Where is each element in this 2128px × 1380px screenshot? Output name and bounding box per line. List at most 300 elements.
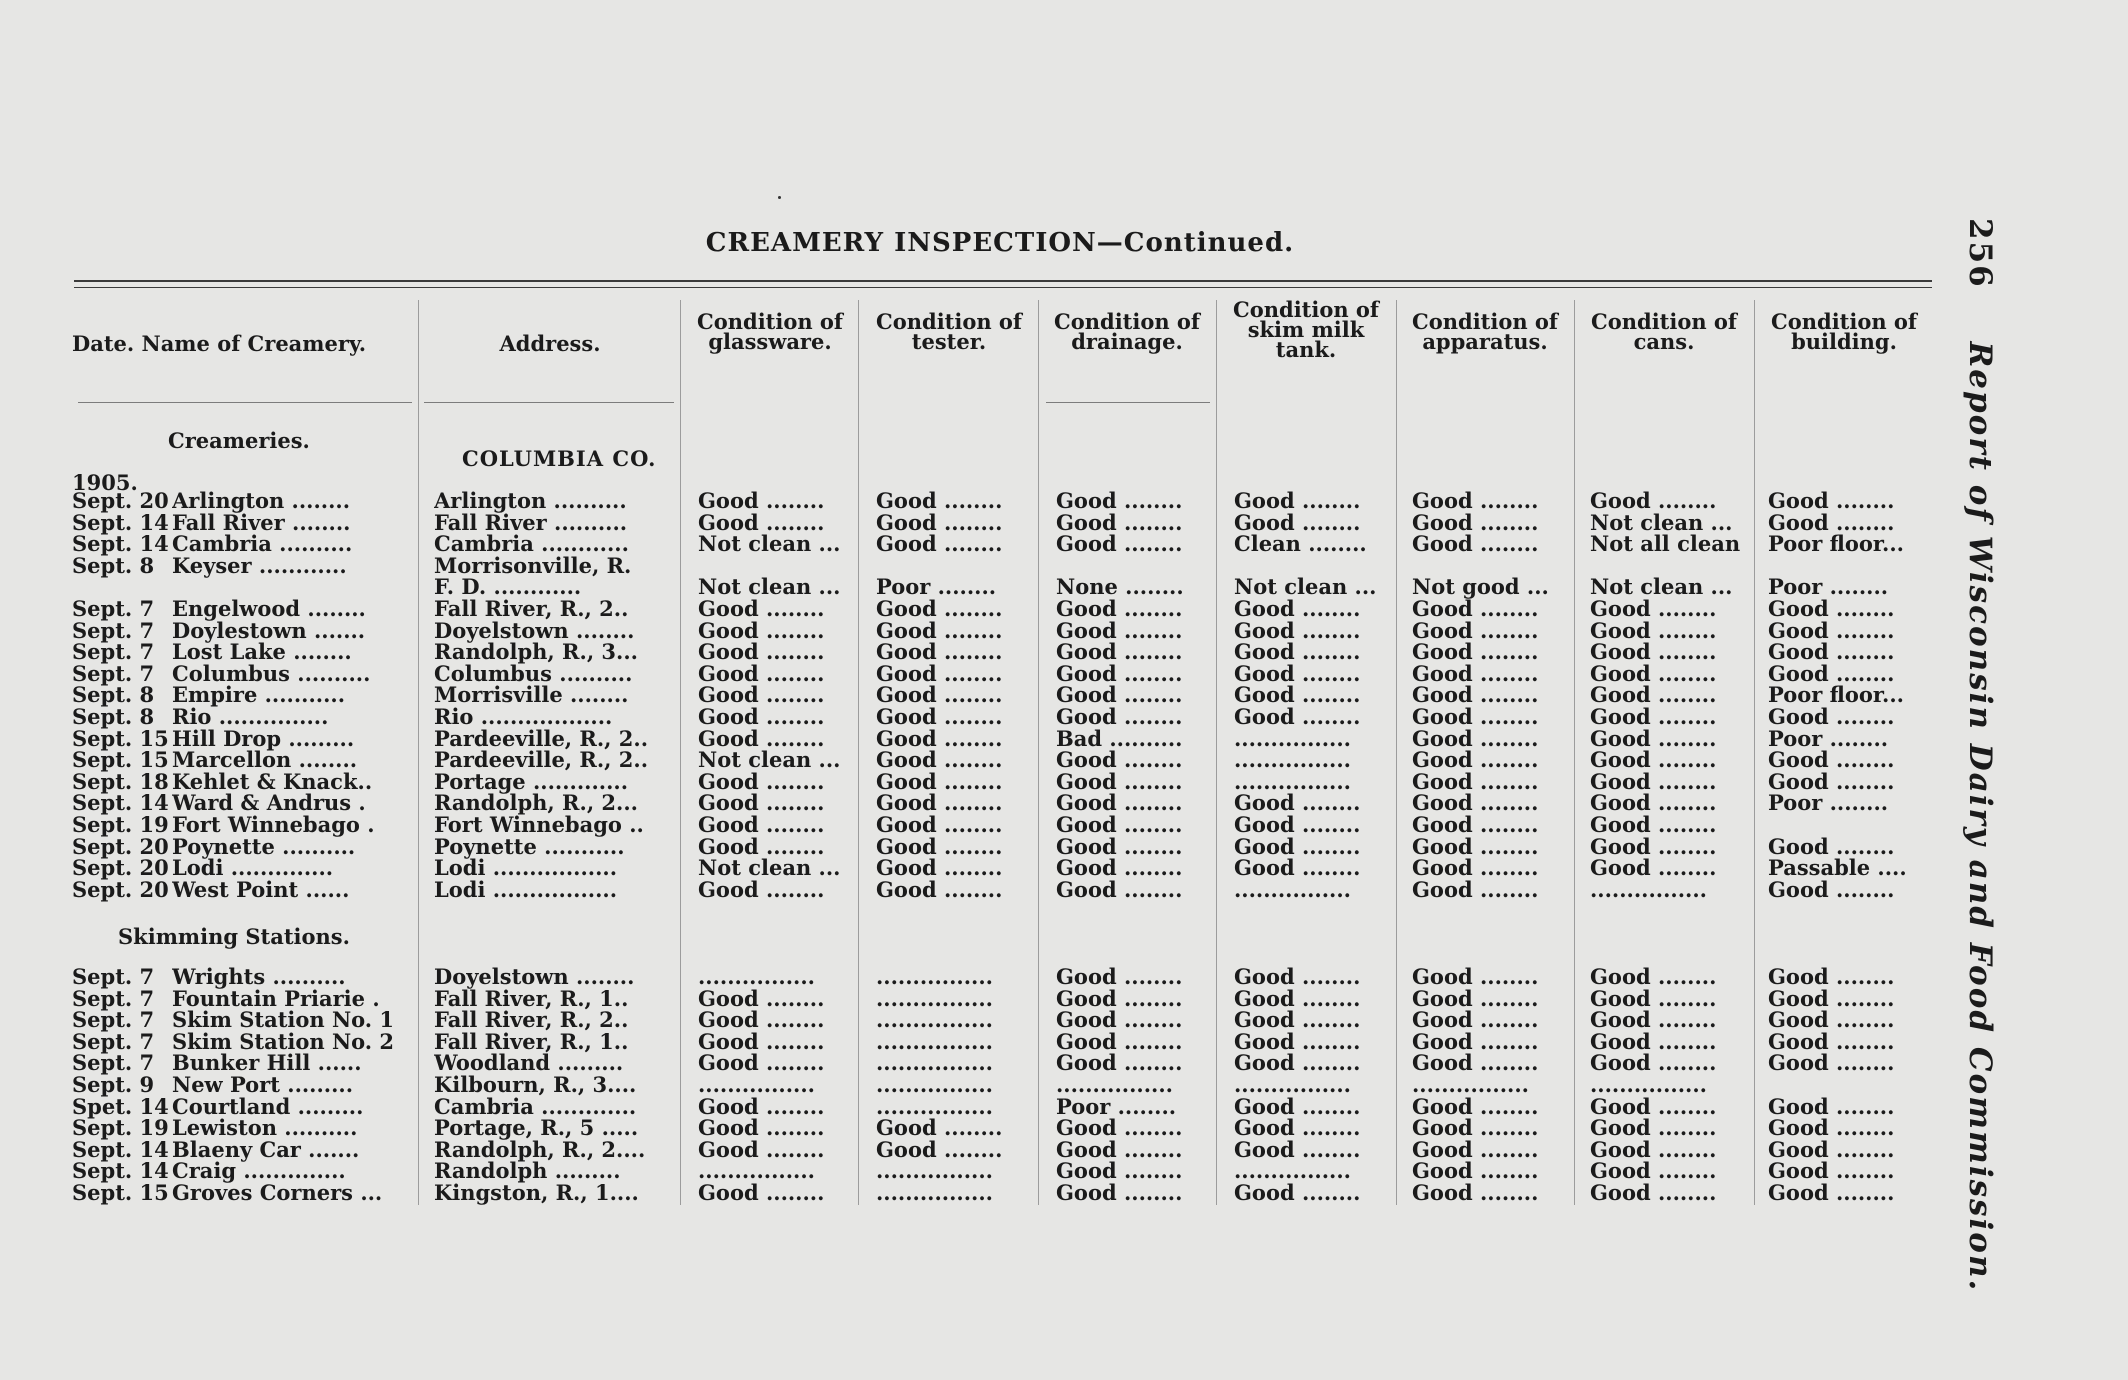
row-glassware: Good ........ [698,1115,825,1141]
row-creamery-name: New Port ......... [172,1072,354,1097]
row-address: Randolph, R., 2... [434,790,638,816]
table-row [0,1050,1940,1076]
page-title: CREAMERY INSPECTION—Continued. [705,228,1295,258]
header-line: tester. [911,329,987,354]
row-skim-milk-tank: ................ [1234,1072,1351,1097]
row-tester: ................ [876,1050,993,1076]
header-line: cans. [1633,329,1695,354]
row-date: Sept. 20 [72,488,169,513]
row-apparatus: Good ........ [1412,682,1539,708]
row-cans: Good ........ [1590,660,1717,686]
table-row [0,574,1940,600]
row-apparatus: Good ........ [1412,1050,1539,1076]
row-drainage: Good ........ [1056,1007,1183,1033]
table-row [0,1136,1940,1162]
row-creamery-name: Lost Lake ........ [172,639,352,665]
row-glassware: Good ........ [698,812,825,837]
row-address: Fall River, R., 1.. [434,1028,629,1054]
row-building: Good ........ [1768,509,1895,535]
row-creamery-name: Bunker Hill ...... [172,1050,362,1076]
row-drainage: Good ........ [1056,617,1183,643]
row-drainage: Good ........ [1056,509,1183,535]
row-date: Sept. 19 [72,812,169,837]
table-row [0,639,1940,665]
row-apparatus: Good ........ [1412,596,1539,621]
row-tester: ................ [876,1072,993,1097]
row-glassware: Not clean ... [698,531,841,557]
table-row [0,1093,1940,1119]
row-date: Sept. 14 [72,509,169,535]
row-address: Morrisville ........ [434,682,629,708]
row-tester: Good ........ [876,509,1003,535]
header-line: tank. [1275,337,1337,362]
row-date: Sept. 14 [72,1136,169,1162]
row-drainage: Good ........ [1056,812,1183,837]
row-skim-milk-tank: Good ........ [1234,833,1361,859]
table-row [0,855,1940,881]
row-creamery-name: Wrights .......... [172,964,346,989]
table-row [0,531,1940,557]
row-skim-milk-tank: Good ........ [1234,812,1361,837]
row-apparatus: Good ........ [1412,855,1539,881]
row-skim-milk-tank: Not clean ... [1234,574,1377,600]
row-glassware: Good ........ [698,833,825,859]
row-building: Good ........ [1768,617,1895,643]
row-building: Poor ........ [1768,574,1889,600]
table-row [0,790,1940,816]
table-row [0,1007,1940,1033]
header-rule-top [74,280,1932,282]
header-line: Condition of [697,309,843,334]
row-address: Randolph ......... [434,1158,621,1184]
row-date: Sept. 8 [72,704,155,729]
row-skim-milk-tank: Good ........ [1234,1093,1361,1119]
row-drainage: Good ........ [1056,1028,1183,1054]
row-apparatus: Good ........ [1412,964,1539,989]
year-label: 1905. [72,470,138,495]
row-drainage: Good ........ [1056,1136,1183,1162]
row-skim-milk-tank: Good ........ [1234,509,1361,535]
row-apparatus: Good ........ [1412,1180,1539,1205]
row-date: Sept. 20 [72,855,169,881]
running-title: Report of Wisconsin Dairy and Food Commission. [1962,341,1998,1293]
row-glassware: Good ........ [698,617,825,643]
table-row [0,1158,1940,1184]
row-apparatus: Good ........ [1412,1158,1539,1184]
row-creamery-name: Ward & Andrus . [172,790,366,816]
row-creamery-name: Arlington ........ [172,488,351,513]
row-apparatus: Good ........ [1412,747,1539,773]
row-drainage: Good ........ [1056,855,1183,881]
row-skim-milk-tank: Good ........ [1234,596,1361,621]
side-running-header [1962,218,1998,1292]
row-tester: Poor ........ [876,574,997,600]
row-building: Good ........ [1768,1028,1895,1054]
row-creamery-name: Courtland ......... [172,1093,364,1119]
row-building: Good ........ [1768,985,1895,1011]
row-tester: ................ [876,964,993,989]
header-glassware [684,309,856,354]
header-line: Condition of [1771,309,1917,334]
row-glassware: Good ........ [698,682,825,708]
row-cans: Good ........ [1590,747,1717,773]
row-tester: Good ........ [876,639,1003,665]
row-address: Randolph, R., 3... [434,639,638,665]
row-drainage: Good ........ [1056,682,1183,708]
row-date: Sept. 14 [72,790,169,816]
row-building: Good ........ [1768,488,1895,513]
table-row [0,552,1940,578]
header-drainage [1040,309,1214,354]
row-tester: Good ........ [876,812,1003,837]
page-number: 256 [1962,218,1998,289]
row-drainage: Good ........ [1056,639,1183,665]
row-building: Good ........ [1768,1050,1895,1076]
row-glassware: Not clean ... [698,855,841,881]
row-creamery-name: Skim Station No. 1 [172,1007,395,1033]
header-skim-milk-tank [1218,297,1394,362]
row-address: Cambria ............ [434,531,629,557]
row-date: Sept. 15 [72,1180,169,1205]
row-address: Fall River .......... [434,509,628,535]
row-apparatus: Good ........ [1412,1007,1539,1033]
ink-dot [778,196,781,199]
row-address: Fall River, R., 1.. [434,985,629,1011]
row-skim-milk-tank: Good ........ [1234,1115,1361,1141]
table-row [0,617,1940,643]
row-address: Randolph, R., 2.... [434,1136,646,1162]
row-building: Poor floor... [1768,682,1904,708]
row-drainage: ................ [1056,1072,1173,1097]
row-date: Sept. 7 [72,1050,155,1076]
row-date: Sept. 7 [72,1007,155,1033]
row-creamery-name: Rio ............... [172,704,329,729]
row-building: Poor ........ [1768,790,1889,816]
row-apparatus: Good ........ [1412,876,1539,902]
row-date: Sept. 7 [72,985,155,1011]
row-creamery-name: Lodi .............. [172,855,334,881]
row-glassware: Good ........ [698,985,825,1011]
table-row [0,768,1940,794]
row-date: Sept. 7 [72,1028,155,1054]
row-apparatus: Good ........ [1412,1028,1539,1054]
row-date: Sept. 15 [72,747,169,773]
row-cans: Good ........ [1590,855,1717,881]
row-cans: Good ........ [1590,1007,1717,1033]
header-building [1756,309,1932,354]
row-apparatus: Good ........ [1412,725,1539,751]
header-cans [1576,309,1752,354]
row-creamery-name: Columbus .......... [172,660,371,686]
row-address: Portage ............. [434,768,629,794]
row-drainage: Good ........ [1056,1115,1183,1141]
row-address: Lodi ................. [434,876,618,902]
row-glassware: Good ........ [698,1136,825,1162]
row-address: Poynette ........... [434,833,625,859]
row-drainage: Good ........ [1056,488,1183,513]
row-cans: Good ........ [1590,812,1717,837]
row-glassware: Good ........ [698,1180,825,1205]
county-label: COLUMBIA CO. [462,446,657,471]
row-skim-milk-tank: Good ........ [1234,617,1361,643]
row-tester: Good ........ [876,855,1003,881]
row-glassware: Not clean ... [698,574,841,600]
row-building: Good ........ [1768,1136,1895,1162]
row-address: Columbus .......... [434,660,633,686]
row-tester: ................ [876,985,993,1011]
row-drainage: None ........ [1056,574,1184,600]
table-row [0,682,1940,708]
row-date: Sept. 8 [72,552,155,578]
row-creamery-name: Marcellon ........ [172,747,358,773]
row-building: Passable .... [1768,855,1907,881]
row-date: Sept. 15 [72,725,169,751]
row-date: Sept. 7 [72,596,155,621]
row-address: Doyelstown ........ [434,617,635,643]
row-cans: Good ........ [1590,1028,1717,1054]
row-address: Kingston, R., 1.... [434,1180,639,1205]
row-date: Sept. 7 [72,617,155,643]
row-date: Sept. 14 [72,1158,169,1184]
row-address: Fall River, R., 2.. [434,596,629,621]
row-creamery-name: Lewiston .......... [172,1115,358,1141]
row-cans: Good ........ [1590,617,1717,643]
row-cans: Good ........ [1590,682,1717,708]
row-apparatus: Good ........ [1412,768,1539,794]
table-row [0,812,1940,837]
row-cans: Good ........ [1590,1115,1717,1141]
table-row [0,704,1940,729]
row-tester: Good ........ [876,1115,1003,1141]
row-tester: ................ [876,1028,993,1054]
row-skim-milk-tank: ................ [1234,1158,1351,1184]
row-tester: ................ [876,1093,993,1119]
row-cans: Not clean ... [1590,574,1733,600]
header-rule-bottom [74,287,1932,288]
row-glassware: ................ [698,1072,815,1097]
table-row [0,725,1940,751]
row-date: Sept. 8 [72,682,155,708]
row-apparatus: Good ........ [1412,509,1539,535]
header-apparatus [1398,309,1572,354]
row-drainage: Bad .......... [1056,725,1183,751]
table-row [0,964,1940,989]
row-building: Good ........ [1768,1093,1895,1119]
row-cans: Good ........ [1590,725,1717,751]
row-creamery-name: West Point ...... [172,876,350,902]
row-tester: Good ........ [876,833,1003,859]
row-drainage: Good ........ [1056,704,1183,729]
row-tester: Good ........ [876,682,1003,708]
row-skim-milk-tank: Good ........ [1234,790,1361,816]
row-skim-milk-tank: ................ [1234,725,1351,751]
row-skim-milk-tank: Good ........ [1234,704,1361,729]
row-building: Good ........ [1768,964,1895,989]
row-drainage: Good ........ [1056,985,1183,1011]
row-glassware: Good ........ [698,596,825,621]
row-tester: Good ........ [876,531,1003,557]
row-apparatus: Good ........ [1412,790,1539,816]
row-building: Good ........ [1768,1180,1895,1205]
row-building: Poor floor... [1768,531,1904,557]
row-address: Pardeeville, R., 2.. [434,747,649,773]
header-line: building. [1791,329,1897,354]
row-creamery-name: Craig .............. [172,1158,346,1184]
row-glassware: Good ........ [698,876,825,902]
row-drainage: Good ........ [1056,964,1183,989]
row-date: Sept. 18 [72,768,169,794]
row-cans: Good ........ [1590,704,1717,729]
row-date: Sept. 7 [72,639,155,665]
row-tester: ................ [876,1158,993,1184]
table-row [0,985,1940,1011]
row-apparatus: Good ........ [1412,704,1539,729]
row-creamery-name: Empire ........... [172,682,346,708]
row-apparatus: Good ........ [1412,1093,1539,1119]
row-cans: Good ........ [1590,639,1717,665]
header-tester [862,309,1036,354]
row-building: Good ........ [1768,639,1895,665]
row-address: Doyelstown ........ [434,964,635,989]
row-date: Sept. 20 [72,876,169,902]
row-tester: Good ........ [876,876,1003,902]
row-cans: Good ........ [1590,1093,1717,1119]
row-glassware: Good ........ [698,660,825,686]
row-apparatus: Good ........ [1412,833,1539,859]
header-line: Condition of [1054,309,1200,334]
header-line: glassware. [708,329,832,354]
row-glassware: Good ........ [698,1007,825,1033]
row-apparatus: Good ........ [1412,985,1539,1011]
row-creamery-name: Fort Winnebago . [172,812,375,837]
header-line: Condition of [1591,309,1737,334]
row-skim-milk-tank: Good ........ [1234,1007,1361,1033]
row-building: Good ........ [1768,1158,1895,1184]
table-row [0,509,1940,535]
table-row [0,488,1940,513]
row-cans: Not clean ... [1590,509,1733,535]
table-row [0,596,1940,621]
row-address: Cambria ............. [434,1093,637,1119]
row-address: Fort Winnebago .. [434,812,644,837]
row-creamery-name: Blaeny Car ....... [172,1136,360,1162]
row-address: Lodi ................. [434,855,618,881]
row-date: Sept. 7 [72,964,155,989]
row-skim-milk-tank: ................ [1234,747,1351,773]
row-creamery-name: Fountain Priarie . [172,985,380,1011]
header-line: drainage. [1071,329,1183,354]
row-building: Good ........ [1768,833,1895,859]
row-glassware: Good ........ [698,1028,825,1054]
row-building: Good ........ [1768,660,1895,686]
row-tester: Good ........ [876,704,1003,729]
row-cans: Good ........ [1590,964,1717,989]
table-row [0,1072,1940,1097]
row-date: Sept. 9 [72,1072,155,1097]
row-skim-milk-tank: Good ........ [1234,855,1361,881]
row-apparatus: Good ........ [1412,488,1539,513]
row-skim-milk-tank: Good ........ [1234,1180,1361,1205]
row-address: Arlington .......... [434,488,627,513]
row-skim-milk-tank: Good ........ [1234,639,1361,665]
row-tester: Good ........ [876,596,1003,621]
row-date: Sept. 14 [72,531,169,557]
row-skim-milk-tank: ................ [1234,768,1351,794]
row-apparatus: Good ........ [1412,1115,1539,1141]
row-date: Spet. 14 [72,1093,169,1119]
row-drainage: Good ........ [1056,1050,1183,1076]
row-glassware: Good ........ [698,639,825,665]
row-skim-milk-tank: Good ........ [1234,964,1361,989]
header-line: Condition of [876,309,1022,334]
row-creamery-name: Cambria .......... [172,531,353,557]
row-creamery-name: Doylestown ....... [172,617,366,643]
row-skim-milk-tank: Good ........ [1234,1050,1361,1076]
row-tester: ................ [876,1007,993,1033]
row-date: Sept. 20 [72,833,169,859]
row-date: Sept. 7 [72,660,155,686]
row-skim-milk-tank: Good ........ [1234,682,1361,708]
row-creamery-name: Groves Corners ... [172,1180,383,1205]
row-creamery-name: Keyser ............ [172,552,347,578]
row-skim-milk-tank: Good ........ [1234,1136,1361,1162]
row-cans: Good ........ [1590,768,1717,794]
row-glassware: Good ........ [698,768,825,794]
row-tester: Good ........ [876,488,1003,513]
row-tester: Good ........ [876,1136,1003,1162]
header-line: Condition of [1233,297,1379,322]
row-tester: Good ........ [876,790,1003,816]
table-row [0,1028,1940,1054]
section-skimming-stations: Skimming Stations. [118,924,350,949]
row-cans: ................ [1590,876,1707,902]
row-building: Poor ........ [1768,725,1889,751]
row-tester: Good ........ [876,747,1003,773]
row-drainage: Good ........ [1056,790,1183,816]
row-building: Good ........ [1768,1115,1895,1141]
row-tester: Good ........ [876,660,1003,686]
row-building: Good ........ [1768,1007,1895,1033]
row-glassware: Good ........ [698,704,825,729]
row-glassware: Good ........ [698,488,825,513]
row-glassware: Good ........ [698,725,825,751]
row-tester: Good ........ [876,617,1003,643]
row-skim-milk-tank: Clean ........ [1234,531,1367,557]
section-creameries: Creameries. [168,428,310,453]
row-creamery-name: Fall River ........ [172,509,351,535]
row-apparatus: Good ........ [1412,531,1539,557]
row-tester: Good ........ [876,725,1003,751]
row-drainage: Good ........ [1056,531,1183,557]
table-row [0,876,1940,902]
row-skim-milk-tank: Good ........ [1234,985,1361,1011]
header-date-name: Date. Name of Creamery. [72,331,367,356]
header-address: Address. [499,331,601,356]
row-cans: Good ........ [1590,596,1717,621]
header-underline [424,402,674,403]
row-skim-milk-tank: Good ........ [1234,1028,1361,1054]
row-cans: Good ........ [1590,985,1717,1011]
row-address: Kilbourn, R., 3.... [434,1072,637,1097]
row-cans: Not all clean [1590,531,1741,557]
row-creamery-name: Hill Drop ......... [172,725,355,751]
row-glassware: ................ [698,964,815,989]
row-apparatus: Not good ... [1412,574,1549,600]
header-line: skim milk [1247,317,1365,342]
row-address: Morrisonville, R. [434,552,632,578]
row-cans: Good ........ [1590,1136,1717,1162]
row-creamery-name: Poynette .......... [172,833,356,859]
